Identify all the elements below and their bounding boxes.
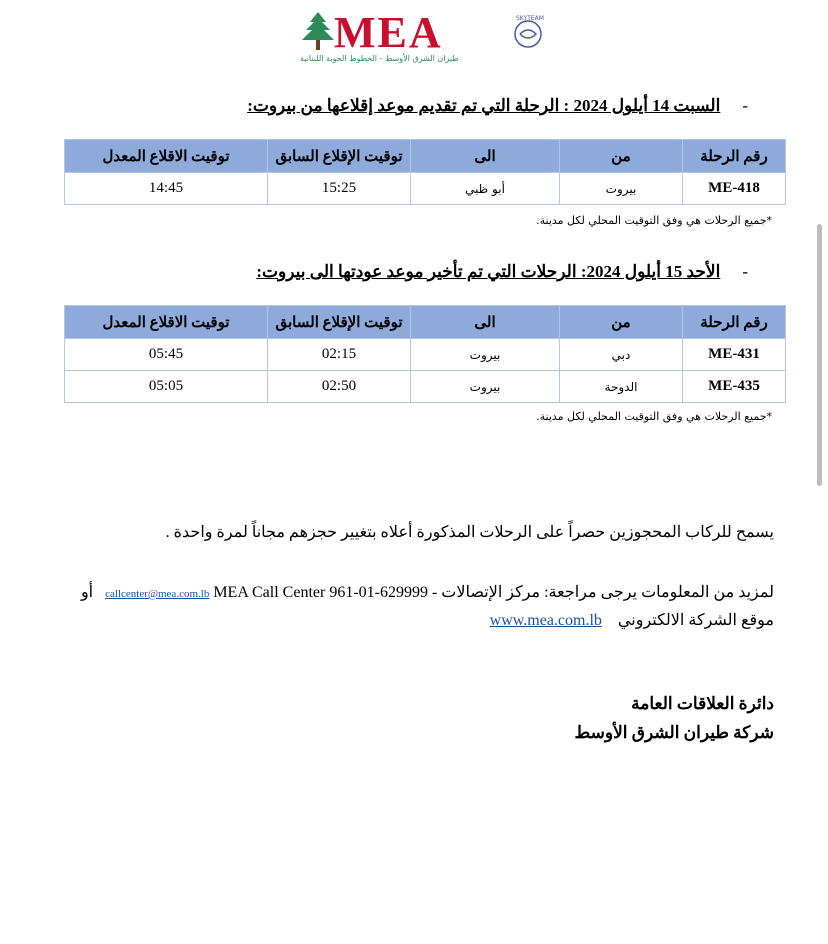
scrollbar[interactable]	[817, 224, 822, 486]
timezone-note: *جميع الرحلات هي وفق التوقيت المحلي لكل مدينة.	[536, 214, 772, 227]
origin: بيروت	[560, 173, 683, 205]
flight-number: ME-435	[683, 371, 786, 403]
or-text: أو	[80, 584, 94, 601]
flight-number: ME-431	[683, 339, 786, 371]
section2-heading	[256, 262, 748, 282]
previous-time: 02:15	[268, 339, 411, 371]
previous-time: 02:50	[268, 371, 411, 403]
table-row	[65, 339, 786, 371]
website-label: موقع الشركة الالكتروني	[617, 612, 774, 629]
section1-heading	[247, 96, 748, 116]
col-from: من	[560, 140, 683, 173]
col-previous-departure: توقيت الإقلاع السابق	[268, 140, 411, 173]
contact-line	[81, 582, 774, 602]
table-advanced-flights	[64, 139, 786, 205]
website-link[interactable]: www.mea.com.lb	[489, 612, 602, 629]
new-time: 14:45	[65, 173, 268, 205]
col-to: الى	[411, 140, 560, 173]
skyteam-icon	[508, 12, 548, 52]
email-link[interactable]: callcenter@mea.com.lb	[105, 588, 210, 600]
bullet: -	[742, 96, 748, 115]
section1-heading-text: السبت 14 أيلول 2024 : الرحلة التي تم تقديم موعد إقلاعها من بيروت:	[247, 96, 721, 115]
call-center-number: MEA Call Center 961-01-629999 -	[213, 584, 438, 601]
col-to: الى	[411, 306, 560, 339]
col-new-departure: توقيت الاقلاع المعدل	[65, 140, 268, 173]
contact-prefix: لمزيد من المعلومات يرجى مراجعة: مركز الإتصالات	[441, 584, 774, 601]
signature-company: شركة طيران الشرق الأوسط	[574, 723, 774, 742]
new-time: 05:45	[65, 339, 268, 371]
col-flight-number: رقم الرحلة	[683, 306, 786, 339]
table-delayed-flights	[64, 305, 786, 403]
origin: الدوحة	[560, 371, 683, 403]
bullet: -	[742, 262, 748, 281]
destination: بيروت	[411, 339, 560, 371]
table-row	[65, 173, 786, 205]
mea-wordmark: MEA	[334, 8, 443, 57]
destination: بيروت	[411, 371, 560, 403]
previous-time: 15:25	[268, 173, 411, 205]
section2-heading-text: الأحد 15 أيلول 2024: الرحلات التي تم تأخير موعد عودتها الى بيروت:	[256, 262, 721, 281]
col-previous-departure: توقيت الإقلاع السابق	[268, 306, 411, 339]
signature-department: دائرة العلاقات العامة	[631, 694, 774, 713]
svg-text:SKYTEAM: SKYTEAM	[516, 15, 544, 22]
mea-logo	[296, 10, 556, 68]
flight-number: ME-418	[683, 173, 786, 205]
col-flight-number: رقم الرحلة	[683, 140, 786, 173]
timezone-note: *جميع الرحلات هي وفق التوقيت المحلي لكل مدينة.	[536, 410, 772, 423]
origin: دبي	[560, 339, 683, 371]
mea-tagline: طيران الشرق الأوسط - الخطوط الجوية اللبنانية	[300, 54, 459, 63]
new-time: 05:05	[65, 371, 268, 403]
website-line	[490, 610, 774, 630]
destination: أبو ظبي	[411, 173, 560, 205]
rebooking-notice: يسمح للركاب المحجوزين حصراً على الرحلات المذكورة أعلاه بتغيير حجزهم مجاناً لمرة واحدة .	[165, 524, 774, 541]
cedar-icon	[298, 10, 338, 54]
col-new-departure: توقيت الاقلاع المعدل	[65, 306, 268, 339]
col-from: من	[560, 306, 683, 339]
table-row	[65, 371, 786, 403]
